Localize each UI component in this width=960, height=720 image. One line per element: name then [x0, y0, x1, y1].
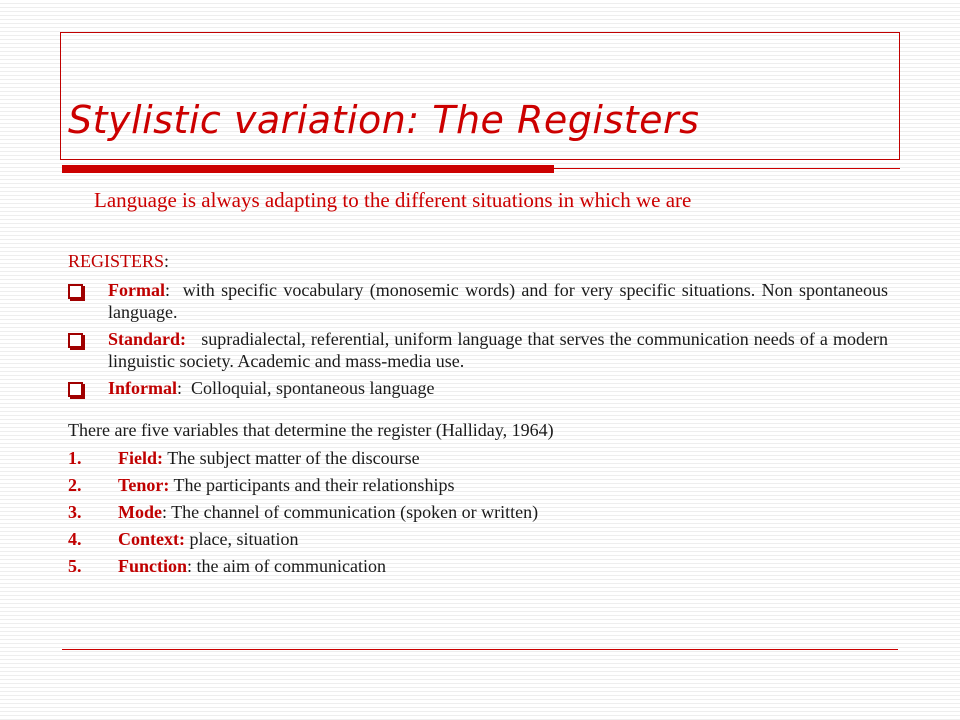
- register-label: Standard:: [108, 329, 187, 349]
- register-label: Informal: [108, 378, 177, 398]
- variable-number: 5.: [68, 556, 82, 576]
- bottom-divider: [62, 649, 898, 650]
- variable-description: : The channel of communication (spoken or written): [162, 502, 539, 522]
- variables-intro: There are five variables that determine the register (Halliday, 1964): [68, 420, 554, 440]
- variable-item-mode: [68, 501, 888, 523]
- register-item-formal: [68, 279, 888, 323]
- register-label: Formal: [108, 280, 165, 300]
- variable-description: place, situation: [189, 529, 299, 549]
- variable-item-function: [68, 555, 888, 577]
- square-bullet-icon: [68, 279, 108, 323]
- register-item-standard: [68, 328, 888, 372]
- slide-content: [68, 250, 888, 582]
- register-description: supradialectal, referential, uniform language that serves the communication needs of a modern linguistic society. Academic and mass-media use.: [108, 329, 888, 371]
- variable-number: 1.: [68, 448, 82, 468]
- variable-item-tenor: [68, 474, 888, 496]
- variable-number: 2.: [68, 475, 82, 495]
- slide-subtitle: Language is always adapting to the different situations in which we are: [94, 188, 692, 212]
- square-bullet-icon: [68, 328, 108, 372]
- register-separator: :: [177, 378, 183, 398]
- variable-label: Field:: [118, 448, 163, 468]
- slide-title: Stylistic variation: The Registers: [68, 98, 700, 142]
- variable-label: Function: [118, 556, 188, 576]
- variable-item-context: [68, 528, 888, 550]
- register-separator: :: [164, 280, 170, 300]
- variable-item-field: [68, 447, 888, 469]
- variable-description: The subject matter of the discourse: [167, 448, 420, 468]
- register-description: with specific vocabulary (monosemic words) and for very specific situations. Non spontaneous language.: [108, 280, 888, 322]
- register-item-informal: [68, 377, 888, 399]
- variable-label: Mode: [118, 502, 162, 522]
- registers-heading-colon: :: [164, 251, 170, 271]
- variable-label: Tenor:: [118, 475, 170, 495]
- variable-description: The participants and their relationships: [173, 475, 455, 495]
- variable-number: 4.: [68, 529, 82, 549]
- register-description: Colloquial, spontaneous language: [191, 378, 435, 398]
- square-bullet-icon: [68, 377, 108, 399]
- registers-heading: [68, 250, 888, 272]
- title-accent-bar: [62, 165, 554, 173]
- registers-heading-label: REGISTERS: [68, 251, 165, 271]
- variable-description: : the aim of communication: [187, 556, 386, 576]
- variable-label: Context:: [118, 529, 185, 549]
- title-underline: [62, 168, 900, 169]
- variable-number: 3.: [68, 502, 82, 522]
